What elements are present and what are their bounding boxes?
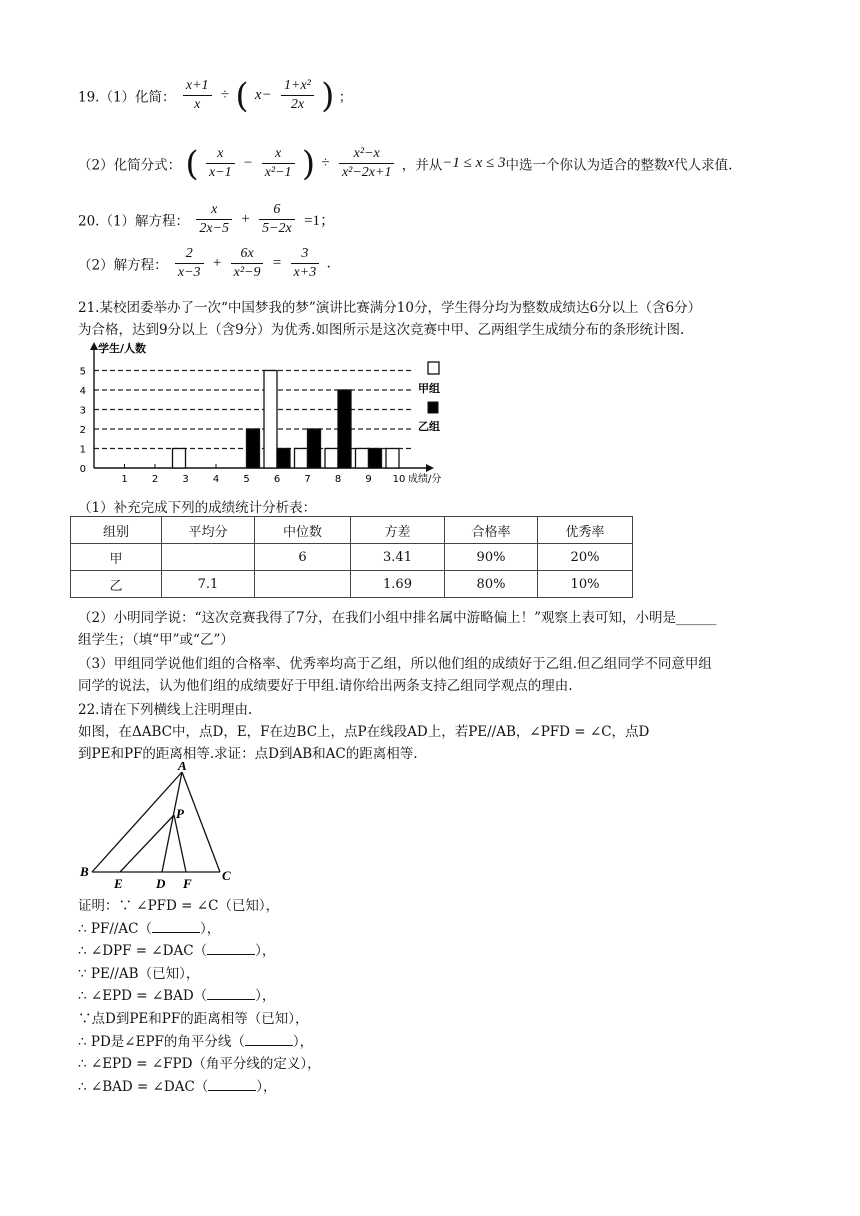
proof-text-tail: ），	[200, 920, 221, 937]
segment-pf	[174, 815, 186, 872]
proof-text: ∴ ∠BAD = ∠DAC（	[78, 1078, 209, 1095]
x-tick-label: 1	[121, 474, 128, 485]
q22-title: 22.请在下列横线上注明理由.	[78, 702, 253, 718]
x-tick-label: 8	[334, 474, 342, 485]
y-tick-label: 5	[79, 366, 86, 378]
proof-line	[78, 984, 275, 1004]
segment-pe	[120, 815, 174, 872]
answer-blank[interactable]	[208, 1078, 256, 1091]
table-cell-blank[interactable]	[162, 544, 255, 571]
bar-jia	[264, 371, 277, 469]
table-header-cell: 合格率	[445, 517, 538, 544]
legend-swatch-jia	[428, 362, 439, 374]
bar-jia	[173, 449, 186, 469]
y-tick-label: 2	[79, 425, 86, 436]
label-f: F	[183, 876, 192, 891]
answer-blank[interactable]	[152, 920, 200, 933]
table-header-cell: 方差	[351, 517, 445, 544]
table-cell: 甲	[71, 544, 162, 571]
answer-blank[interactable]	[245, 1033, 293, 1046]
proof-text: ∵点D到PE和PF的距离相等（已知），	[78, 1011, 309, 1027]
q19-part1: 19.（1）化简： $\frac{x+1}{x}$ ÷ ( x− $\frac{\text{1+x²}}{2x}$ ) ；	[78, 75, 353, 116]
table-cell: 20%	[538, 544, 633, 571]
segment-ad	[162, 772, 182, 872]
legend-swatch-yi	[428, 402, 438, 413]
x-tick-label: 9	[365, 474, 372, 485]
table-header-cell: 组别	[71, 517, 162, 544]
label-a: A	[178, 762, 187, 773]
fraction: $\frac{3}{x+3}$	[291, 246, 320, 281]
q20-part1: 20.（1）解方程： $\frac{x}{2x-5}$ + $\frac{6}{5-2x}$ =1；	[78, 202, 336, 236]
x-tick-label: 7	[304, 474, 311, 485]
proof-text: 证明：∵ ∠PFD = ∠C（已知），	[78, 898, 280, 914]
x-tick-label: 2	[151, 474, 159, 485]
proof-line	[78, 894, 279, 914]
proof-text: ∴ ∠DPF = ∠DAC（	[78, 943, 208, 960]
proof-text-tail: ），	[256, 1078, 277, 1095]
proof-text: ∴ PF//AC（	[78, 920, 153, 937]
x-tick-label: 6	[273, 474, 281, 485]
x-axis-arrow	[426, 464, 434, 472]
x-tick-label: 3	[182, 474, 189, 485]
proof-line	[78, 917, 220, 937]
x-tick-label: 5	[243, 474, 250, 485]
label-e: E	[114, 876, 123, 891]
table-cell: 10%	[538, 571, 633, 598]
fraction: $\frac{6}{5-2x}$	[259, 202, 295, 237]
fraction: $\frac{\text{1+x²}}{2x}$	[281, 78, 314, 113]
proof-text-tail: ），	[255, 943, 276, 960]
table-cell: 7.1	[162, 571, 255, 598]
label-p: P	[176, 806, 184, 821]
proof-line	[78, 1030, 313, 1050]
stats-table	[70, 516, 633, 598]
fraction: $\frac{x}{\text{x²−1}}$	[262, 146, 295, 181]
fraction: $\frac{\text{x²−x}}{\text{x²−2x+1}}$	[339, 146, 395, 181]
legend-label-jia: 甲组	[418, 382, 440, 395]
proof-text-tail: ），	[255, 988, 276, 1005]
proof-text-tail: ），	[292, 1033, 314, 1050]
table-cell: 6	[255, 544, 351, 571]
table-row	[71, 544, 633, 571]
table-header-cell: 中位数	[255, 517, 351, 544]
bar-jia	[386, 449, 399, 469]
y-axis-arrow	[90, 342, 98, 350]
q21-sub3-line2: 同学的说法，认为他们组的成绩要好于甲组.请你给出两条支持乙组同学观点的理由.	[78, 678, 573, 694]
table-header-cell: 优秀率	[538, 517, 633, 544]
q21-sub1: （1）补充完成下列的成绩统计分析表：	[78, 500, 317, 516]
table-cell: 乙	[71, 571, 162, 598]
y-axis-label: 学生/人数	[98, 342, 147, 355]
bar-yi	[338, 390, 351, 468]
proof-line	[78, 1052, 321, 1072]
q21-sub2-line1: （2）小明同学说：“这次竞赛我得了7分，在我们小组中排名属中游略偏上！”观察上表可知，小明是______	[78, 610, 717, 626]
answer-blank[interactable]	[207, 942, 255, 955]
fraction: $\frac{x}{x-1}$	[206, 146, 235, 181]
y-tick-label: 3	[79, 405, 86, 417]
label-d: D	[156, 876, 166, 891]
q21-line2: 为合格，达到9分以上（含9分）为优秀.如图所示是这次竞赛中甲、乙两组学生成绩分布的条形统计图.	[78, 322, 685, 338]
fraction: $\frac{2}{x-3}$	[175, 246, 204, 281]
bar-yi	[369, 449, 382, 469]
triangle-figure	[76, 762, 246, 892]
table-cell: 3.41	[351, 544, 445, 571]
q19-part2: （2）化简分式： ( $\frac{x}{x-1}$ − $\frac{x}{\text{x²−1}}$ ) ÷ $\frac{\text{x²−x}}{\text{x²−2x+1}}$ ，并从−1 ≤ x ≤ 3中选一个你认为适合的整数x代人求值.	[78, 143, 733, 184]
q20-part2: （2）解方程： $\frac{2}{x-3}$ + $\frac{6x}{\text{x²−9}}$ = $\frac{3}{x+3}$ .	[78, 246, 331, 280]
bar-chart	[72, 340, 462, 490]
proof-line	[78, 1075, 277, 1095]
x-tick-label: 10	[392, 474, 406, 485]
proof-text: ∴ ∠EPD = ∠FPD（角平分线的定义），	[78, 1056, 321, 1073]
fraction: $\frac{6x}{\text{x²−9}}$	[231, 246, 264, 281]
table-cell: 80%	[445, 571, 538, 598]
x-axis-label: 成绩/分	[408, 474, 442, 485]
bar-yi	[308, 429, 321, 468]
bar-yi	[247, 429, 260, 468]
proof-text: ∵ PE//AB（已知），	[78, 965, 200, 982]
table-header-row	[71, 517, 633, 544]
proof-line	[78, 939, 275, 959]
q21-sub2-line2: 组学生；（填“甲”或“乙”）	[78, 632, 234, 648]
proof-text: ∴ ∠EPD = ∠BAD（	[78, 988, 208, 1005]
q21-sub3-line1: （3）甲组同学说他们组的合格率、优秀率均高于乙组，所以他们组的成绩好于乙组.但乙组同学不同意甲组	[78, 656, 712, 672]
q19-part2-label: （2）化简分式：	[78, 157, 182, 174]
q21-line1: 21.某校团委举办了一次“中国梦我的梦”演讲比赛满分10分，学生得分均为整数成绩达6分以上（含6分）	[78, 300, 702, 316]
q22-statement-1: 如图，在ΔABC中，点D，E，F在边BC上，点P在线段AD上，若PE//AB，∠PFD = ∠C，点D	[78, 724, 650, 740]
proof-text: ∴ PD是∠EPF的角平分线（	[78, 1033, 245, 1050]
label-b: B	[80, 864, 89, 879]
bar-yi	[277, 449, 290, 469]
x-tick-label: 4	[212, 474, 220, 485]
q22-statement-2: 到PE和PF的距离相等.求证：点D到AB和AC的距离相等.	[78, 746, 418, 762]
fraction: $\frac{x}{2x-5}$	[196, 202, 232, 237]
table-cell: 1.69	[351, 571, 445, 598]
bar-jia	[356, 449, 369, 469]
answer-blank[interactable]	[207, 987, 255, 1000]
y-tick-label: 1	[79, 444, 86, 456]
q19-part1-label: 19.（1）化简：	[78, 89, 176, 106]
y-tick-label: 4	[79, 386, 86, 397]
legend-label-yi: 乙组	[418, 420, 440, 433]
table-row	[71, 571, 633, 598]
y-tick-label: 0	[79, 464, 86, 475]
label-c: C	[222, 868, 231, 883]
side-ac	[182, 772, 220, 872]
proof-line	[78, 1007, 308, 1027]
table-cell: 90%	[445, 544, 538, 571]
bar-jia	[295, 449, 308, 469]
fraction: $\frac{x+1}{x}$	[183, 78, 212, 113]
side-ab	[92, 772, 182, 872]
bar-jia	[325, 449, 338, 469]
table-cell-blank[interactable]	[255, 571, 351, 598]
proof-line	[78, 962, 199, 982]
table-header-cell: 平均分	[162, 517, 255, 544]
